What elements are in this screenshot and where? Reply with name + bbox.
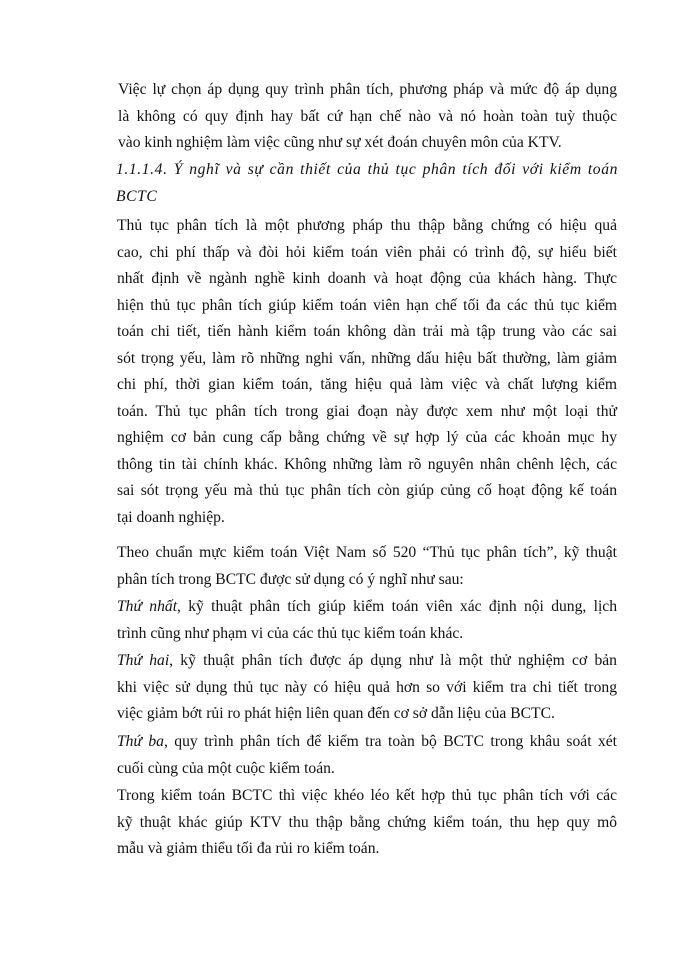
text-line: việc giảm bớt rủi ro phát hiện liên quan đến cơ sở dẫn liệu của BCTC. <box>117 705 555 722</box>
text-line: Theo chuẩn mực kiểm toán Việt Nam số 520 “Thủ tục phân tích”, kỹ thuật <box>117 544 617 561</box>
text-line: cuối cùng của một cuộc kiểm toán. <box>117 759 335 777</box>
text-line: Trong kiểm toán BCTC thì việc khéo léo kết hợp thủ tục phân tích với các <box>117 787 617 804</box>
heading-line: BCTC <box>116 187 158 205</box>
text-line: thông tin tài chính khác. Không những làm rõ nguyên nhân chênh lệch, các <box>117 455 617 473</box>
lead-term: Thứ nhất <box>117 598 178 615</box>
text-line: vào kinh nghiệm làm việc cũng như sự xét đoán chuyên môn của KTV. <box>118 134 562 151</box>
text-segment: , kỹ thuật phân tích giúp kiểm toán viên xác định nội dung, lịch <box>177 598 617 615</box>
paragraph-conclusion <box>117 783 617 863</box>
text-line: Thủ tục phân tích là một phương pháp thu thập bằng chứng có hiệu quả <box>117 217 617 234</box>
section-heading <box>116 157 618 210</box>
text-line: cao, chi phí thấp và đòi hỏi kiểm toán viên phải có trình độ, sự hiểu biết <box>117 243 617 261</box>
paragraph-third-point <box>117 729 617 782</box>
text-line: nghiệm cơ bản cung cấp bằng chứng về sự hợp lý của các khoản mục hy <box>117 429 617 446</box>
text-line: toán chi tiết, tiến hành kiểm toán không dàn trải mà tập trung vào các sai <box>117 323 617 340</box>
text-segment: , kỹ thuật phân tích được áp dụng như là một thử nghiệm cơ bản <box>169 652 617 669</box>
text-line: tại doanh nghiệp. <box>117 508 225 526</box>
heading-line: 1.1.1.4. Ý nghĩ và sự cần thiết của thủ tục phân tích đối với kiểm toán <box>116 161 618 178</box>
text-line: phân tích trong BCTC được sử dụng có ý nghĩ như sau: <box>117 570 464 588</box>
text-line: khi việc sử dụng thủ tục này có hiệu quả hơn so với kiểm tra chi tiết trong <box>117 678 617 696</box>
text-line: hiện thủ tục phân tích giúp kiểm toán viên hạn chế tối đa các thủ tục kiểm <box>117 296 617 314</box>
text-line: nhất định về ngành nghề kinh doanh và hoạt động của khách hàng. Thực <box>117 270 617 287</box>
text-line: toán. Thủ tục phân tích trong giai đoạn này được xem như một loại thử <box>117 402 617 420</box>
text-line: chi phí, thời gian kiểm toán, tăng hiệu quả làm việc và chất lượng kiểm <box>117 376 617 393</box>
lead-term: Thứ hai <box>117 652 170 669</box>
text-line: sai sót trọng yếu mà thủ tục phân tích còn giúp củng cố hoạt động kế toán <box>117 482 617 499</box>
paragraph-first-point <box>117 594 617 647</box>
text-line <box>117 594 617 621</box>
paragraph-standard-520 <box>117 540 617 593</box>
text-line: mẫu và giảm thiểu tối đa rủi ro kiểm toán. <box>117 840 380 857</box>
paragraph-intro <box>118 77 617 157</box>
lead-term: Thứ ba <box>117 733 164 750</box>
text-line: Việc lự chọn áp dụng quy trình phân tích, phương pháp và mức độ áp dụng <box>118 81 617 98</box>
paragraph-analysis-procedure <box>117 213 617 531</box>
paragraph-second-point <box>117 648 617 728</box>
text-line: trình cũng như phạm vi của các thủ tục kiểm toán khác. <box>117 624 464 642</box>
text-line <box>117 648 617 675</box>
text-line: kỹ thuật khác giúp KTV thu thập bằng chứng kiểm toán, thu hẹp quy mô <box>117 813 617 831</box>
text-line <box>117 729 617 756</box>
text-segment: , quy trình phân tích để kiểm tra toàn bộ BCTC trong khâu soát xét <box>163 733 617 750</box>
text-line: là không có quy định hay bất cứ hạn chế nào và nó hoàn toàn tuỳ thuộc <box>118 107 617 125</box>
text-line: sót trọng yếu, làm rõ những nghi vấn, những dấu hiệu bất thường, làm giảm <box>117 349 617 367</box>
